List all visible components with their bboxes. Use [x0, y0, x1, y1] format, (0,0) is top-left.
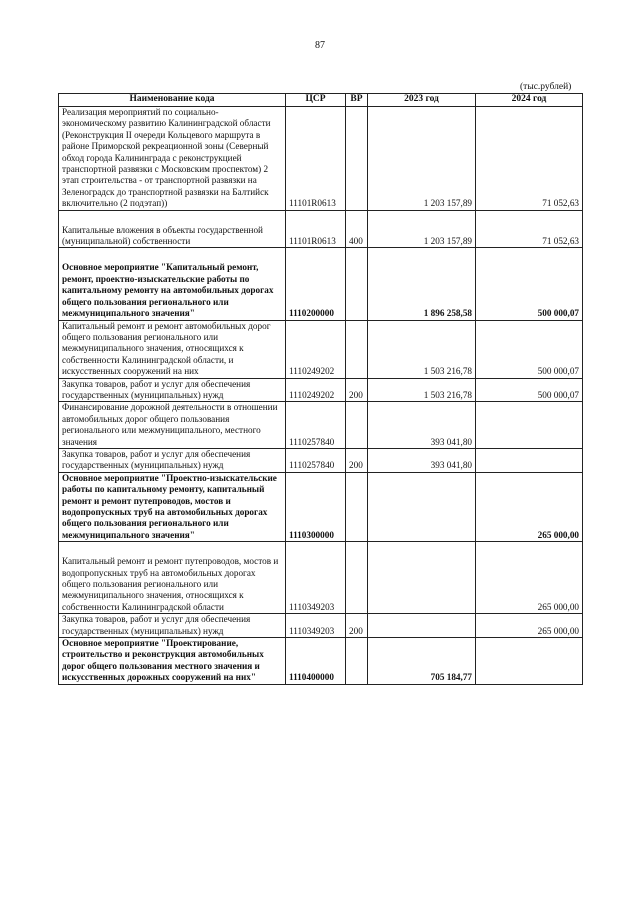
row-csr: 11101R0613: [286, 210, 346, 248]
row-2024: 500 000,07: [476, 378, 583, 402]
row-2024: 71 052,63: [476, 210, 583, 248]
row-2023: 1 203 157,89: [368, 107, 476, 211]
row-2023: 1 896 258,58: [368, 248, 476, 320]
row-name: Реализация мероприятий по социально-экономическому развитию Калининградской области (Реконструкция II очереди Кольцевого маршрута в районе Приморской рекреационной зоны (Северный обход города Калининграда с реконструкцией транспортной развязки с Московским проспектом) 2 этап строительства - от транспортной развязки на Зеленоградск до транспортной развязки на Балтийск включительно (2 подэтап)): [59, 107, 286, 211]
table-row: [59, 107, 583, 211]
row-name: Финансирование дорожной деятельности в отношении автомобильных дорог общего пользования регионального или межмуниципального, местного значения: [59, 402, 286, 449]
row-vr: 200: [346, 614, 368, 638]
table-row: [59, 378, 583, 402]
row-csr: 1110249202: [286, 378, 346, 402]
table-row: [59, 448, 583, 472]
row-2023: 1 503 216,78: [368, 378, 476, 402]
row-vr: [346, 107, 368, 211]
table-row: [59, 320, 583, 378]
table-row: [59, 402, 583, 449]
row-2024: 500 000,07: [476, 320, 583, 378]
row-2024: 265 000,00: [476, 614, 583, 638]
row-name: Основное мероприятие "Проектно-изыскательские работы по капитальному ремонту, капитальный ремонт и ремонт путепроводов, мостов и водопропускных труб на автомобильных дорогах общего пользования регионального или межмуниципального значения": [59, 472, 286, 541]
row-csr: 1110257840: [286, 402, 346, 449]
row-csr: 11101R0613: [286, 107, 346, 211]
row-2024: 500 000,07: [476, 248, 583, 320]
row-csr: 1110349203: [286, 542, 346, 614]
table-row: [59, 248, 583, 320]
row-name: Капитальные вложения в объекты государственной (муниципальной) собственности: [59, 210, 286, 248]
header-2023: 2023 год: [368, 94, 476, 107]
row-vr: [346, 248, 368, 320]
header-csr: ЦСР: [286, 94, 346, 107]
row-csr: 1110249202: [286, 320, 346, 378]
header-2024: 2024 год: [476, 94, 583, 107]
row-csr: 1110257840: [286, 448, 346, 472]
row-2023: [368, 542, 476, 614]
table-row: [59, 638, 583, 685]
table-row: [59, 542, 583, 614]
row-2023: [368, 614, 476, 638]
row-2023: 393 041,80: [368, 448, 476, 472]
row-name: Закупка товаров, работ и услуг для обеспечения государственных (муниципальных) нужд: [59, 614, 286, 638]
row-vr: [346, 402, 368, 449]
row-vr: [346, 542, 368, 614]
table-row: [59, 614, 583, 638]
budget-table: [58, 93, 583, 685]
row-2023: [368, 472, 476, 541]
row-2024: 71 052,63: [476, 107, 583, 211]
row-name: Капитальный ремонт и ремонт путепроводов, мостов и водопропускных труб на автомобильных дорогах общего пользования регионального или межмуниципального значения, относящихся к собственности Калининградской области: [59, 542, 286, 614]
row-name: Капитальный ремонт и ремонт автомобильных дорог общего пользования регионального или межмуниципального значения, относящихся к собственности Калининградской области, и искусственных сооружений на них: [59, 320, 286, 378]
row-name: Закупка товаров, работ и услуг для обеспечения государственных (муниципальных) нужд: [59, 448, 286, 472]
row-csr: 1110349203: [286, 614, 346, 638]
row-vr: 200: [346, 378, 368, 402]
row-csr: 1110400000: [286, 638, 346, 685]
table-row: [59, 472, 583, 541]
header-vr: ВР: [346, 94, 368, 107]
row-2024: [476, 638, 583, 685]
row-name: Основное мероприятие "Проектирование, строительство и реконструкция автомобильных дорог общего пользования местного значения и искусственных дорожных сооружений на них": [59, 638, 286, 685]
row-2023: 705 184,77: [368, 638, 476, 685]
row-2024: [476, 448, 583, 472]
row-2024: [476, 402, 583, 449]
table-row: [59, 210, 583, 248]
header-name: Наименование кода: [59, 94, 286, 107]
page-number: 87: [315, 40, 325, 51]
row-vr: 200: [346, 448, 368, 472]
row-csr: 1110300000: [286, 472, 346, 541]
row-2023: 1 203 157,89: [368, 210, 476, 248]
row-vr: [346, 638, 368, 685]
table-header-row: [59, 94, 583, 107]
row-2024: 265 000,00: [476, 472, 583, 541]
row-name: Основное мероприятие "Капитальный ремонт, ремонт, проектно-изыскательские работы по капитальному ремонту на автомобильных дорогах общего пользования регионального или межмуниципального значения": [59, 248, 286, 320]
units-label: (тыс.рублей): [520, 82, 572, 92]
row-vr: 400: [346, 210, 368, 248]
row-name: Закупка товаров, работ и услуг для обеспечения государственных (муниципальных) нужд: [59, 378, 286, 402]
row-csr: 1110200000: [286, 248, 346, 320]
row-2024: 265 000,00: [476, 542, 583, 614]
row-vr: [346, 472, 368, 541]
row-vr: [346, 320, 368, 378]
row-2023: 1 503 216,78: [368, 320, 476, 378]
row-2023: 393 041,80: [368, 402, 476, 449]
